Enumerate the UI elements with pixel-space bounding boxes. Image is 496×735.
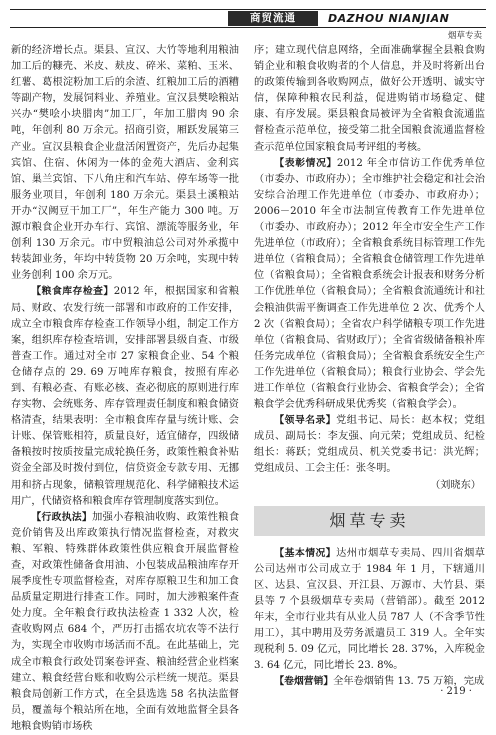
section-tab: 商贸流通 — [228, 11, 318, 26]
right-column — [254, 43, 485, 688]
text-cigarette-sales: 全年卷烟销售 13. 75 万箱，完成 — [333, 676, 485, 688]
text-leadership: 党组书记、局长：赵本权；党组成员、副局长：李友强、向元荣；党组成员、纪检组长：蒋跃；党组成员、机关党委书记：洪光辉；党组成员、工会主任：张冬明。 — [254, 415, 485, 475]
heading-commendations: 【表彰情况】 — [274, 157, 337, 169]
paragraph-commendations — [254, 156, 485, 414]
heading-inventory-check: 【粮食库存检查】 — [31, 286, 114, 298]
heading-law-enforcement: 【行政执法】 — [31, 511, 93, 523]
subsection-label: 烟草专卖 — [447, 31, 482, 41]
paragraph-basic-info — [254, 546, 485, 675]
text-commendations: 2012 年全市信访工作优秀单位（市委办、市政府办）；全市维护社会稳定和社会治安综合治理工作先进单位（市委办、市政府办）；2006－2010 年全市法制宣传教育工作先进单位（市委办、市政府办）；2012 年全市安全生产工作先进单位（市政府）；全省粮食系统目标管理工作先进单位（省粮食局）；全省粮食仓储管理工作先进单位（省粮食局）；全省粮食系统会计报表和财务分析工作优胜单位（省粮食局）；全省粮食流通统计和社会粮油供需平衡调查工作先进单位 2 次、优秀个人 2 次（省粮食局）；全省农户科学储粮专项工作先进单位（省粮食局、省财政厅）；全省省级储备粮补库任务完成单位（省粮食局）；全省粮食系统安全生产工作先进单位（省粮食局）；粮食行业协会、学会先进工作单位（省粮食行业协会、省粮食学会）；全省粮食学会优秀科研成果优秀奖（省粮食学会）。 — [254, 157, 486, 411]
text-inventory-check: 2012 年，根据国家和省粮局、财政、农发行统一部署和市政府的工作安排，成立全市粮食库存检查工作领导小组，制定工作方案，组织库存检查培训，安排部署县级自查、市级普查工作。通过对全市 27 家粮食企业、54 个粮仓储存点的 29. 69 万吨库存粮食，按照有库必到、有粮必查、有账必核、查必彻底的原则进行库存实物、会统账务、库存管理责任制度和粮食储资格清查，结果表明：全市粮食库存量与统计账、会计账、保管账相符，质量良好，适宜储存，四级储备粮按时按质按量完成轮换任务，政策性粮食补贴资金全部及时拨付到位，信贷资金专款专用、无挪用和挤占现象，储粮管理规范化、科学储粮技术运用广，代储资格和粮食库存管理制度落实到位。 — [11, 286, 240, 507]
paragraph-economic-growth: 新的经济增长点。渠县、宣汉、大竹等地利用粮油加工后的糠壳、米皮、麸皮、碎米、菜粕、玉米、红薯、葛根淀粉加工后的余渣、红粮加工后的酒糟等副产物，发展饲料业、养殖业。宣汉县樊哙粮站兴办“樊哙小块腊肉”加工厂，年加工腊肉 90 余吨，年创利 80 万余元。招商引资，厢跃发展第三产业。宣汉县粮食企业盘活闲置资产，先后办起集宾馆、住宿、休闲为一体的金苑大酒店、金利宾馆、巢兰宾馆、下八角庄和汽车站、停车场等一批服务业项目，年创利 180 万余元。渠县土溪粮站开办“汉阙豆干加工厂”，年生产能力 300 吨。万源市粮食企业开办车行、宾馆、漂流等服务业，年创利 130 万余元。市中贸粮油总公司对外承揽中转装卸业务，年均中转货物 20 万余吨，实现中转业务创利 100 余万元。 — [11, 45, 239, 282]
heading-cigarette-sales: 【卷烟营销】 — [274, 676, 334, 688]
section-banner: 烟草专卖 — [254, 506, 485, 536]
heading-leadership: 【领导名录】 — [274, 415, 337, 427]
heading-basic-info: 【基本情况】 — [274, 547, 337, 559]
left-column — [11, 43, 240, 732]
header-bottom-rule — [10, 27, 486, 28]
header-top-rule — [10, 9, 486, 10]
text-basic-info: 达州市烟草专卖局、四川省烟草公司达州市公司成立于 1984 年 1 月，下辖通川区、达县、宣汉县、开江县、万源市、大竹县、渠县等 7 个县级烟草专卖局（营销部）。截至 2012 年末，全市行业共有从业人员 787 人（不含季节性用工），其中聘用及劳务派遣员工 319 人。全年实现税利 5. 09 亿元，同比增长 28. 37%，入库税金 3. 64 亿元，同比增长 23. 8%。 — [254, 547, 485, 672]
paragraph-leadership — [254, 413, 485, 477]
paragraph-inventory-check — [11, 284, 239, 509]
text-law-enforcement: 加强小春粮油收购、政策性粮食竞价销售及出库政策执行情况监督检查，对救灾粮、军粮、特殊群体政策性供应粮食开展监督检查，对政策性储备食用油、小包装成品粮油库存开展季度性专项监督检查，对库存原粮卫生和加工食品质量定期进行排查工作。同时，加大涉粮案件查处力度。全年粮食行政执法检查 1 332 人次，检查收购网点 684 个，严历打击摇农坑农等不法行为，实现全市收购市场活而不乱。在此基础上，完成全市粮食行政处罚案卷评查、粮油经营企业档案建立、粮食经营台账和收购公示栏统一规范。渠县粮食局创新工作方式，在全县选选 58 名执法监督员，覆盖每个粮站所在地，全面有效地监督全县各地粮食购销市场秩 — [11, 511, 240, 732]
paragraph-continued: 序；建立现代信息网络，全面准确掌握全县粮食购销企业和粮食收购者的个人信息，并及时将新出台的政策传输到各收购网点，做好公开透明、诚实守信，保障种粮农民利益，促进购销市场稳定、健康、有序发展。渠县粮食局被评为全省粮食流通监督检查示范单位，接受第二批全国粮食流通监督检查示范单位国家粮食局考评组的考核。 — [254, 45, 485, 153]
page-number: · 219 · — [440, 686, 472, 697]
paragraph-law-enforcement — [11, 510, 239, 735]
author-signature: （刘晓东） — [430, 479, 481, 491]
journal-title: DAZHOU NIANJIAN — [328, 12, 450, 25]
